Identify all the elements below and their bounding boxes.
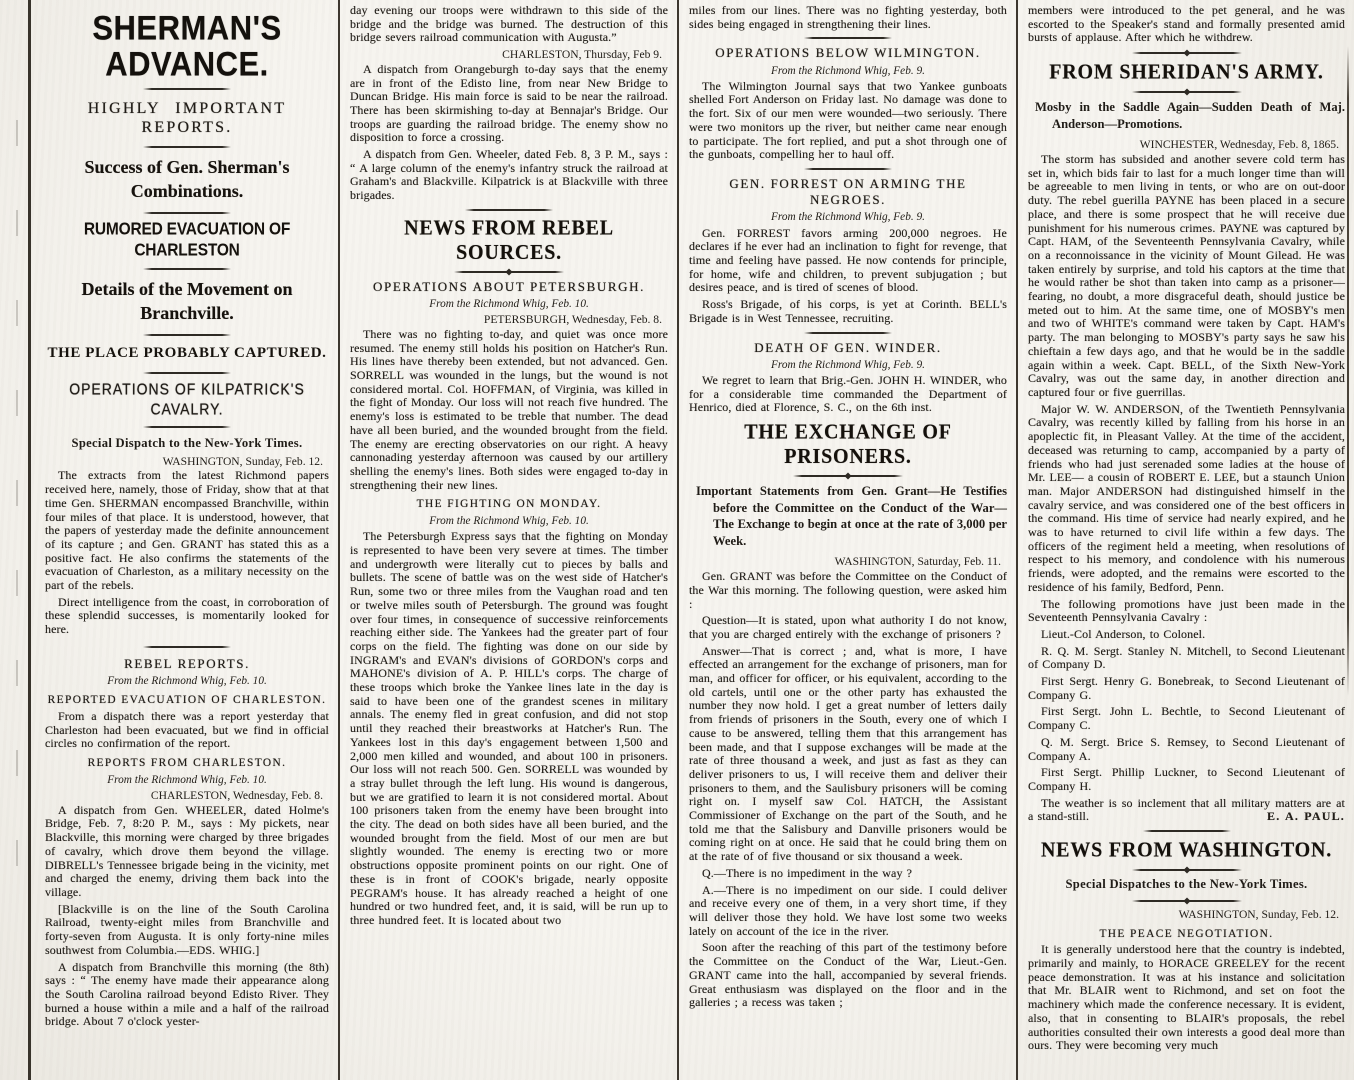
paragraph-text: The weather is so inclement that all military matters are at a stand-still. [1028,795,1345,824]
divider-rule [804,37,892,39]
sub-heading: REPORTS FROM CHARLESTON. [87,757,287,770]
paragraph: We regret to learn that Brig.-Gen. JOHN H. WINDER, who for a considerable time commanded the Department of Henrico, died at Florence, S. C., on the 6th inst. [689,372,1007,415]
headline-deck: Details of the Movement on Branchville. [81,279,293,323]
section-heading: OPERATIONS ABOUT PETERSBURGH. [373,278,645,294]
paragraph: There was no fighting to-day, and quiet was once more resumed. The enemy still holds his position on Hatcher's Run. His lines have thereby been extended, but not advanced. Gen. SORRELL was wounded in the lungs, but the wound is not considered mortal. Col. HOFFMAN, of Virginia, was killed in the fight of Monday. Our loss will not reach five hundred. The enemy's loss is estimated to be treble that number. The dead have all been buried, and the wounded brought from the field. The enemy are erecting observatories on our right. A heavy cannonading yesterday afternoon was caused by our artillery shelling the enemy's lines. Both sides were engaged to-day in strengthening their new lines. [350,326,668,492]
divider-rule [793,475,903,477]
paragraph: Direct intelligence from the coast, in corroboration of these splendid successes, is momentarily looked for here. [45,594,329,637]
headline-deck: Success of Gen. Sherman's Combinations. [84,157,290,201]
column-2 [338,0,677,1080]
sub-headline: RUMORED EVACUATION OF CHARLESTON [83,220,291,260]
paragraph: Q.—There is no impediment in the way ? [702,865,913,880]
divider-rule [1132,900,1242,902]
paragraph: A dispatch from Gen. WHEELER, dated Holme's Bridge, Feb. 7, 8:20 P. M., says : My pickets, near Blackville, this morning were charged by three brigades of cavalry, which drove them beyond the village. DIBRELL's Tennessee brigade being in the vicinity, met and charged the enemy, driving them back into the village. [45,802,329,899]
paragraph: Answer—That is correct ; and, what is more, I have effected an arrangement for the exchange of prisoners, man for man, and officer for officer, or his equivalent, according to the old cartels, until one or the other party has exhausted the number they now hold. I get a great number of letters daily from friends of prisoners in the South, every one of which I cause to be answered, telling them that this arrangement has been made, and that I suppose exchanges will be made at the rate of three thousand a week, and just as fast as they can deliver prisoners to us, I will receive them and deliver their prisoners to them, and the Saulisbury prisoners will be coming right on. I myself saw Col. HATCH, the Assistant Commissioner of Exchange on the part of the South, and he told me that the Salisbury and Danville prisoners would be coming right on at once. He said that he could bring them on at the rate of of five thousand or six thousand a week. [689,643,1007,864]
paragraph: First Sergt. Henry G. Bonebreak, to Second Lieutenant of Company G. [1028,674,1345,702]
source-credit: From the Richmond Whig, Feb. 9. [771,358,925,371]
main-headline: SHERMAN'S ADVANCE. [92,8,282,83]
paragraph: Major W. W. ANDERSON, of the Twentieth Pennsylvania Cavalry, was recently killed by falling from his horse in an apoplectic fit, in Pleasant Valley. At the time of the accident, deceased was returning to camp, accompanied by a party of friends who had just serenaded some ladies at the house of Mr. LEE— a cousin of ROBERT E. LEE, but a staunch Union man. Major ANDERSON had distinguished himself in the cavalry service, and was considered one of the best officers in the command. His time of service had nearly expired, and he was to have returned to civil life within a few days. The officers of the regiment held a meeting, when resolutions of respect to his memory, and condolence with his numerous friends, were adopted, and the remains were escorted to the residence of his family, Bedford, Penn. [1028,401,1345,594]
paragraph: A dispatch from Orangeburgh to-day says that the enemy are in front of the Edisto line, from near New Bridge to Duncan Bridge. His main force is said to be near the railroad. There has been skirmishing to-day at Bennajar's Bridge. Our troops are guarding the railroad bridge. The enemy show no disposition to force a crossing. [350,61,668,145]
source-credit: From the Richmond Whig, Feb. 10. [429,515,589,528]
divider-rule [143,372,231,374]
sub-heading: THE PEACE NEGOTIATION. [1099,927,1274,940]
divider-rule [1132,52,1242,54]
paragraph: The Wilmington Journal says that two Yankee gunboats shelled Fort Anderson on Friday last. No damage was done to the fort. Six of our men were wounded—two seriously. There were two monitors up the river, but neither came near enough to participate. The fort replied, and put a shot through one of the gunboats, compelling her to haul off. [689,78,1007,162]
article-headline: NEWS FROM WASHINGTON. [1040,838,1333,862]
sub-heading: REPORTED EVACUATION OF CHARLESTON. [47,694,327,707]
article-headline: NEWS FROM REBEL SOURCES. [404,216,614,265]
paragraph: First Sergt. John L. Bechtle, to Second Lieutenant of Company C. [1028,704,1345,733]
paragraph: Gen. GRANT was before the Committee on the Conduct of the War this morning. The following question, were asked him : [689,569,1007,611]
sub-heading: THE FIGHTING ON MONDAY. [416,498,602,511]
paragraph: Soon after the reaching of this part of the testimony before the Committee on the Conduct of the War, Lieut.-Gen. GRANT came into the hall, accompanied by several friends. Great enthusiasm was displayed on the floor and in the galleries ; a recess was taken ; [689,940,1007,1010]
column-3 [677,0,1016,1080]
section-heading: OPERATIONS BELOW WILMINGTON. [715,45,981,61]
paragraph: Q. M. Sergt. Brice S. Remsey, to Second Lieutenant of Company A. [1028,734,1345,763]
divider-rule [454,271,564,273]
headline-deck: Mosby in the Saddle Again—Sudden Death of Maj. Anderson—Promotions. [1035,100,1345,131]
column-4 [1016,0,1354,1080]
divider-rule [804,168,892,170]
paragraph: Lieut.-Col Anderson, to Colonel. [1041,626,1206,641]
dateline: CHARLESTON, Thursday, Feb 9. [502,48,662,62]
source-credit: From the Richmond Whig, Feb. 9. [771,211,925,224]
section-heading: GEN. FORREST ON ARMING THE NEGROES. [729,175,967,208]
paragraph-continuation: day evening our troops were withdrawn to this side of the bridge and the bridge was burned. The destruction of this bridge severs railroad communication with Augusta.” [350,3,668,45]
paragraph: From a dispatch there was a report yesterday that Charleston had been evacuated, but we find in official circles no confirmation of the report. [45,709,329,751]
dateline: CHARLESTON, Wednesday, Feb. 8. [150,789,323,803]
paragraph: The storm has subsided and another severe cold term has set in, which bids fair to last for a much longer time than will be agreeable to men living in tents, or who are on out-door duty. The rebel guerilla PAYNE has been placed in a secure place, and there is some prospect that he will receive due punishment for his numerous crimes. PAYNE was captured by Capt. HAM, of the Seventeenth Pennsylvania Cavalry, while on a reconnoissance in the vicinity of Mount Gilead. He was taken entirely by surprise, and told his captors at the time that he would rather be shot than taken into camp as a prisoner—fearing, no doubt, a more disgraceful death, should justice be meted out to him. At the same time, one of MOSBY's men and two of WHITE's command were taken by Capt. HAM's party. The man belonging to MOSBY's party says he saw his chieftain a few days ago, and that he would be in the saddle again within a week. Capt. BELL, of the Sixth New-York Cavalry, was out the same day, in another direction and captured four or five guerrillas. [1028,152,1345,399]
dateline: WINCHESTER, Wednesday, Feb. 8, 1865. [1139,138,1339,152]
paragraph: R. Q. M. Sergt. Stanley N. Mitchell, to Second Lieutenant of Company D. [1028,643,1345,672]
divider-rule [143,646,231,648]
paragraph: A.—There is no impediment on our side. I could deliver and receive every one of them, in a very short time, if they will deliver those they hold. We have lost some two weeks lately on account of the ice in the river. [689,882,1007,938]
paragraph-signed [1028,797,1345,824]
source-credit: From the Richmond Whig, Feb. 10. [107,675,267,688]
divider-rule [143,88,231,90]
source-credit: From the Richmond Whig, Feb. 10. [429,298,589,311]
dispatch-credit: Special Dispatch to the New-York Times. [71,435,303,450]
paragraph: A dispatch from Branchville this morning (the 8th) says : “ The enemy have made their appearance along the South Carolina railroad beyond Edisto River. They burned a house within a mile and a half of the railroad bridge. About 7 o'clock yester- [45,959,329,1029]
paragraph-continuation: members were introduced to the pet general, and he was escorted to the Speaker's stand and formally presented amid bursts of applause. After which he withdrew. [1028,3,1345,45]
dateline: WASHINGTON, Sunday, Feb. 12. [1178,907,1339,921]
paragraph: First Sergt. Phillip Luckner, to Second Lieutenant of Company H. [1028,765,1345,793]
article-headline: FROM SHERIDAN'S ARMY. [1049,60,1324,84]
dispatch-credit: Special Dispatches to the New-York Times. [1065,877,1308,892]
paragraph: Gen. FORREST favors arming 200,000 negroes. He declares if he ever had an inclination to fight for revenge, that time and feeling have passed. He now contends for principle, for home, wife and children, to prevent subjugation ; but desires peace, and is tired of scenes of blood. [689,225,1007,295]
divider-rule [143,268,231,270]
paragraph: The Petersburgh Express says that the fighting on Monday is represented to have been very severe at times. The timber and undergrowth were literally cut to pieces by balls and bullets. The scene of battle was on the west side of Hatcher's Run, some two or three miles from the Vaughan road and ten or twelve miles south of Petersburgh. The ground was fought over four times, in consequence of successive reinforcements reaching either side. The Yankees had the greater part of four corps on the field. The fighting was done on our side by INGRAM's and EVAN's divisions of GORDON's corps and MAHONE's division of A. P. HILL's corps. The charge of these troops which broke the Yankee lines late in the day is said to have been one of the grandest scenes in military annals. The enemy fled in great confusion, and did not stop until they reached their breastworks at Hatcher's Run. The Yankees lost in this day's engagement between 1,500 and 2,000 men killed and wounded, and about 100 in prisoners. Our loss will not reach 500. Gen. SORRELL was wounded by a stray bullet through the left lung. His wound is dangerous, but we are gratified to learn it is not considered mortal. About 100 prisoners taken from the enemy have been brought into the city. The dead on both sides have all been buried, and the wounded brought from the field. Most of our men are but slightly wounded. The enemy is erecting two or more obstructions opposite prominent points on our right. One of these is in front of COOK's brigade, nearly opposite PEGRAM's house. It has already reached a height of one hundred or two hundred feet, and, it is said, will be run up to three hundred feet. It is located about two [350,529,668,927]
paragraph: [Blackville is on the line of the South Carolina Railroad, twenty-eight miles from Branchville and forty-seven from Augusta. It is only forty-nine miles southwest from Columbia.—EDS. WHIG.] [45,901,329,957]
divider-rule [1143,830,1231,832]
source-credit: From the Richmond Whig, Feb. 9. [771,64,925,77]
article-headline: THE EXCHANGE OF PRISONERS. [744,420,952,469]
correspondent-signature: E. A. PAUL. [1267,809,1345,824]
divider-rule [1132,869,1242,871]
divider-rule [143,212,231,214]
divider-rule [804,332,892,334]
divider-rule [143,146,231,148]
paragraph: Ross's Brigade, of his corps, is yet at Corinth. BELL's Brigade is in West Tennessee, recruiting. [689,297,1007,325]
section-heading: REBEL REPORTS. [124,655,250,671]
paragraph: A dispatch from Gen. Wheeler, dated Feb. 8, 3 P. M., says : “ A large column of the enemy's infantry struck the railroad at Graham's and Blackville. Kilpatrick is at Blackville with three brigades. [350,147,668,203]
sub-headline: THE PLACE PROBABLY CAPTURED. [47,345,327,362]
divider-rule [143,334,231,336]
dateline: WASHINGTON, Saturday, Feb. 11. [834,555,1001,569]
sub-headline: HIGHLY IMPORTANT REPORTS. [87,100,287,137]
source-credit: From the Richmond Whig, Feb. 10. [107,773,267,786]
paragraph: The following promotions have just been made in the Seventeenth Pennsylvania Cavalry : [1028,596,1345,625]
column-1 [28,0,338,1080]
divider-rule [143,426,231,428]
paragraph-continuation: miles from our lines. There was no fighting yesterday, both sides being engaged in strengthening their lines. [689,3,1007,31]
dateline: WASHINGTON, Sunday, Feb. 12. [162,454,323,468]
divider-rule [465,209,553,211]
paragraph: It is generally understood here that the country is indebted, primarily and mainly, to HORACE GREELEY for the recent peace demonstration. It was at his instance and solicitation that Mr. BLAIR went to Richmond, and set on foot the machinery which made the conference necessary. It is evident, also, that in consenting to BLAIR's proposals, the rebel authorities consulted their own interests a good deal more than ours. They were becoming very much [1028,942,1345,1053]
divider-rule [1132,91,1242,93]
sub-headline: OPERATIONS OF KILPATRICK'S CAVALRY. [69,380,305,418]
paragraph: Question—It is stated, upon what authority I do not know, that you are charged entirely with the exchange of prisoners ? [689,613,1007,641]
section-heading: DEATH OF GEN. WINDER. [754,339,942,355]
headline-deck: Important Statements from Gen. Grant—He Testifies before the Committee on the Conduct of the War—The Exchange to begin at once at the rate of 3,000 per Week. [696,483,1007,548]
dateline: PETERSBURGH, Wednesday, Feb. 8. [483,313,662,327]
paragraph: The extracts from the latest Richmond papers received here, namely, those of Friday, show that at that time Gen. SHERMAN encompassed Branchville, within four miles of that place. It is understood, however, that the papers of yesterday made the definite announcement of its capture ; and Gen. GRANT has stated this as a positive fact. He also confirms the statements of the evacuation of Charleston, as a military necessity on the part of the rebels. [45,468,329,593]
